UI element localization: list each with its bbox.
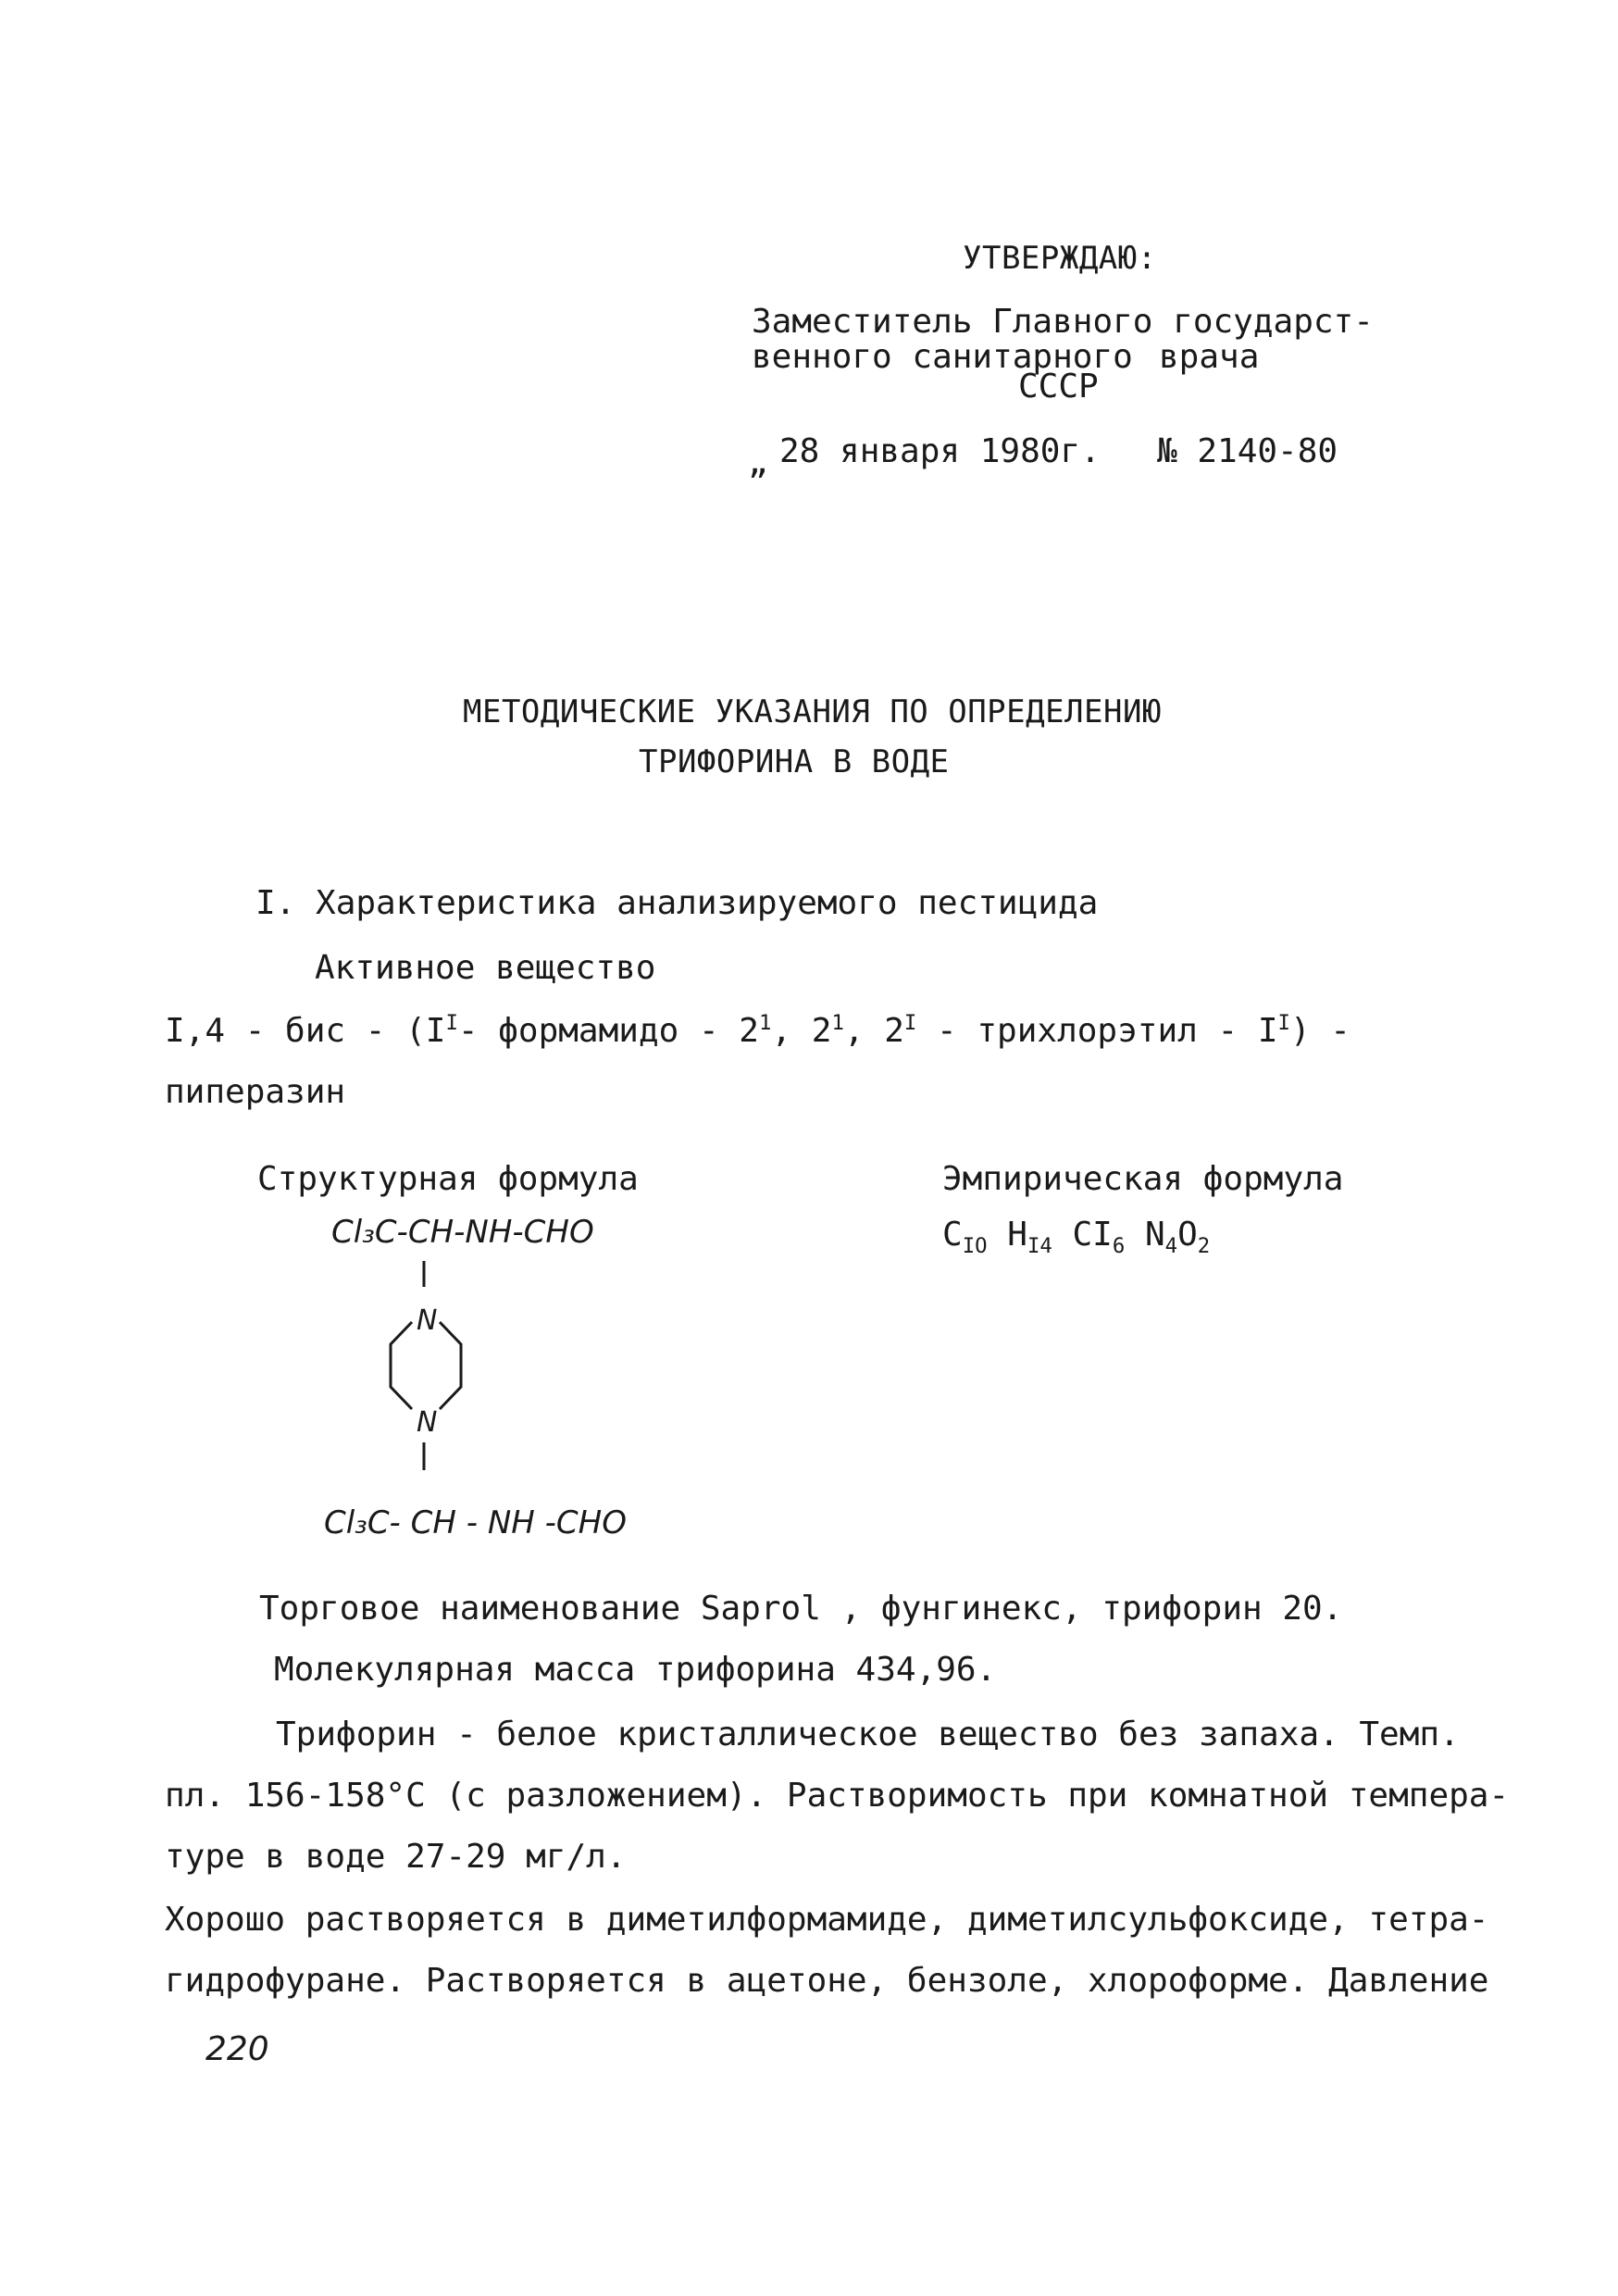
chem-name-part: - формамидо - 2 <box>457 1012 759 1050</box>
empirical-element: O <box>1177 1216 1198 1254</box>
chemical-name-line2: пиперазин <box>165 1073 346 1111</box>
paragraph2-line2: гидрофуране. Растворяется в ацетоне, бензоле, хлороформе. Давление <box>165 1962 1489 2000</box>
chem-name-part: I,4 - бис - (I <box>165 1012 446 1050</box>
active-substance-label: Активное вещество <box>315 949 656 987</box>
paragraph1-line3: туре в воде 27-29 мг/л. <box>165 1838 627 1876</box>
section-heading: I. Характеристика анализируемого пестицида <box>255 884 1099 922</box>
approval-heading: УТВЕРЖДАЮ: <box>963 240 1157 277</box>
trade-names: Торговое наименование Saprol , фунгинекс, трифорин 20. <box>259 1590 1343 1628</box>
empirical-formula-label: Эмпирическая формула <box>942 1160 1344 1198</box>
structure-bottom-group: Cl₃C- CH - NH -CHO <box>324 1504 627 1541</box>
empirical-subscript: 4 <box>1164 1234 1178 1259</box>
empirical-subscript: IO <box>962 1234 988 1259</box>
chem-name-part: ) - <box>1289 1012 1350 1050</box>
empirical-subscript: I4 <box>1027 1234 1052 1259</box>
chemical-name-line1 <box>165 1011 1350 1050</box>
document-title-line2: ТРИФОРИНА В ВОДЕ <box>639 743 950 780</box>
page-number: 220 <box>205 2030 269 2068</box>
structure-top-group: Cl₃C-CH-NH-CHO <box>331 1214 594 1251</box>
approval-position-line2a: венного санитарного <box>752 338 1133 376</box>
paragraph1-line2: пл. 156-158°С (с разложением). Растворимость при комнатной темпера- <box>165 1777 1510 1815</box>
chem-name-superscript: 1 <box>758 1011 772 1035</box>
empirical-element: CI <box>1072 1216 1113 1254</box>
approval-position-line2b: врача <box>1159 338 1260 376</box>
ring-nitrogen-bottom: N <box>417 1406 438 1439</box>
empirical-subscript: 2 <box>1197 1234 1211 1259</box>
empirical-subscript: 6 <box>1112 1234 1126 1259</box>
paragraph1-line1: Трифорин - белое кристаллическое вещество без запаха. Темп. <box>276 1716 1460 1753</box>
chem-name-superscript: 1 <box>831 1011 844 1035</box>
approval-number: № 2140-80 <box>1157 432 1338 470</box>
molecular-mass: Молекулярная масса трифорина 434,96. <box>274 1651 997 1689</box>
chem-name-superscript: I <box>1277 1011 1290 1035</box>
chem-name-part: , 2 <box>771 1012 832 1050</box>
document-title-line1: МЕТОДИЧЕСКИЕ УКАЗАНИЯ ПО ОПРЕДЕЛЕНИЮ <box>463 693 1162 730</box>
empirical-formula <box>942 1216 1211 1259</box>
empirical-element: C <box>942 1216 963 1254</box>
approval-position-line3: СССР <box>1018 368 1099 406</box>
empirical-element: N <box>1144 1216 1165 1254</box>
approval-position-line1: Заместитель Главного государст- <box>752 303 1374 341</box>
chem-name-superscript: I <box>445 1011 458 1035</box>
ring-nitrogen-top: N <box>417 1304 438 1337</box>
chem-name-part: - трихлорэтил - I <box>916 1012 1278 1050</box>
approval-date: 28 января 1980г. <box>779 432 1101 470</box>
chem-name-part: , 2 <box>843 1012 904 1050</box>
piperazine-ring-drawing <box>370 1259 500 1491</box>
chem-name-superscript: I <box>903 1011 917 1035</box>
empirical-element: H <box>1007 1216 1027 1254</box>
approval-quote-mark: „ <box>748 443 768 481</box>
structural-formula-label: Структурная формула <box>257 1160 639 1198</box>
paragraph2-line1: Хорошо растворяется в диметилформамиде, диметилсульфоксиде, тетра- <box>165 1901 1489 1939</box>
